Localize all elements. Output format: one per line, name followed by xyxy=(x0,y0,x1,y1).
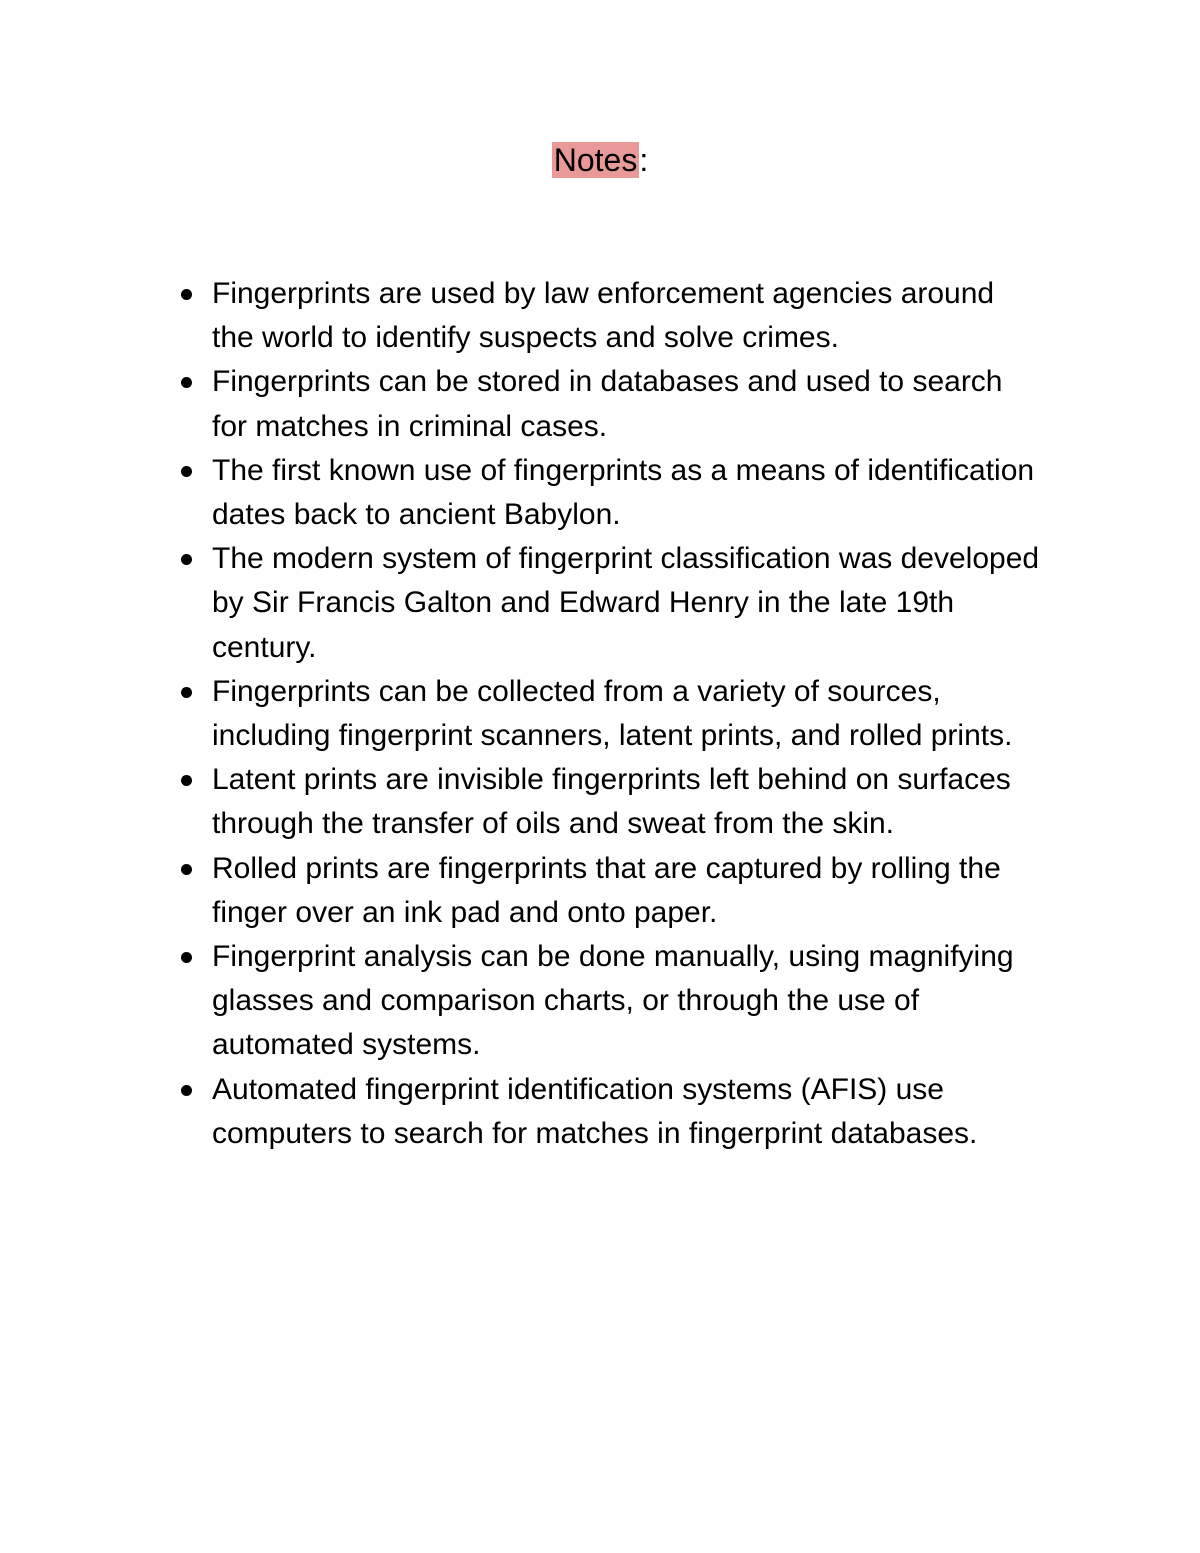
list-item xyxy=(212,847,1042,935)
list-item-text: The first known use of fingerprints as a means of identification dates back to ancient Babylon. xyxy=(212,453,1035,532)
list-item-text: Fingerprints can be collected from a variety of sources, including fingerprint scanners, latent prints, and rolled prints. xyxy=(212,674,1013,753)
page-title xyxy=(0,140,1200,180)
bullet-dot-icon xyxy=(181,864,192,875)
highlighted-title-text: Notes xyxy=(553,142,638,178)
bullet-dot-icon xyxy=(181,952,192,963)
list-item-text: Automated fingerprint identification systems (AFIS) use computers to search for matches in fingerprint databases. xyxy=(212,1072,978,1150)
list-item-text: Latent prints are invisible fingerprints left behind on surfaces through the transfer of oils and sweat from the skin. xyxy=(212,763,1011,841)
list-item-text: Fingerprints are used by law enforcement agencies around the world to identify suspects and solve crimes. xyxy=(212,277,995,355)
list-item-text: The modern system of fingerprint classification was developed by Sir Francis Galton and Edward Henry in the late 19th century. xyxy=(212,542,1040,664)
list-item xyxy=(212,272,1042,360)
list-item xyxy=(212,935,1042,1068)
bullet-dot-icon xyxy=(181,466,192,477)
list-item-text: Fingerprints can be stored in databases and used to search for matches in criminal cases. xyxy=(212,365,1003,443)
bullet-dot-icon xyxy=(181,687,192,698)
list-item xyxy=(212,360,1042,448)
list-item xyxy=(212,449,1042,537)
bullet-dot-icon xyxy=(181,775,192,786)
list-item-text: Fingerprint analysis can be done manually, using magnifying glasses and comparison charts, or through the use of automated systems. xyxy=(212,940,1014,1062)
list-item xyxy=(212,758,1042,846)
bullet-dot-icon xyxy=(181,289,192,300)
title-colon: : xyxy=(639,142,649,178)
bullet-dot-icon xyxy=(181,377,192,388)
list-item xyxy=(212,1068,1042,1156)
bullet-dot-icon xyxy=(181,554,192,565)
list-item-text: Rolled prints are fingerprints that are captured by rolling the finger over an ink pad and onto paper. xyxy=(212,851,1001,929)
list-item xyxy=(212,670,1042,758)
bullet-dot-icon xyxy=(181,1085,192,1096)
list-item xyxy=(212,537,1042,670)
notes-bullet-list xyxy=(212,272,1042,1156)
